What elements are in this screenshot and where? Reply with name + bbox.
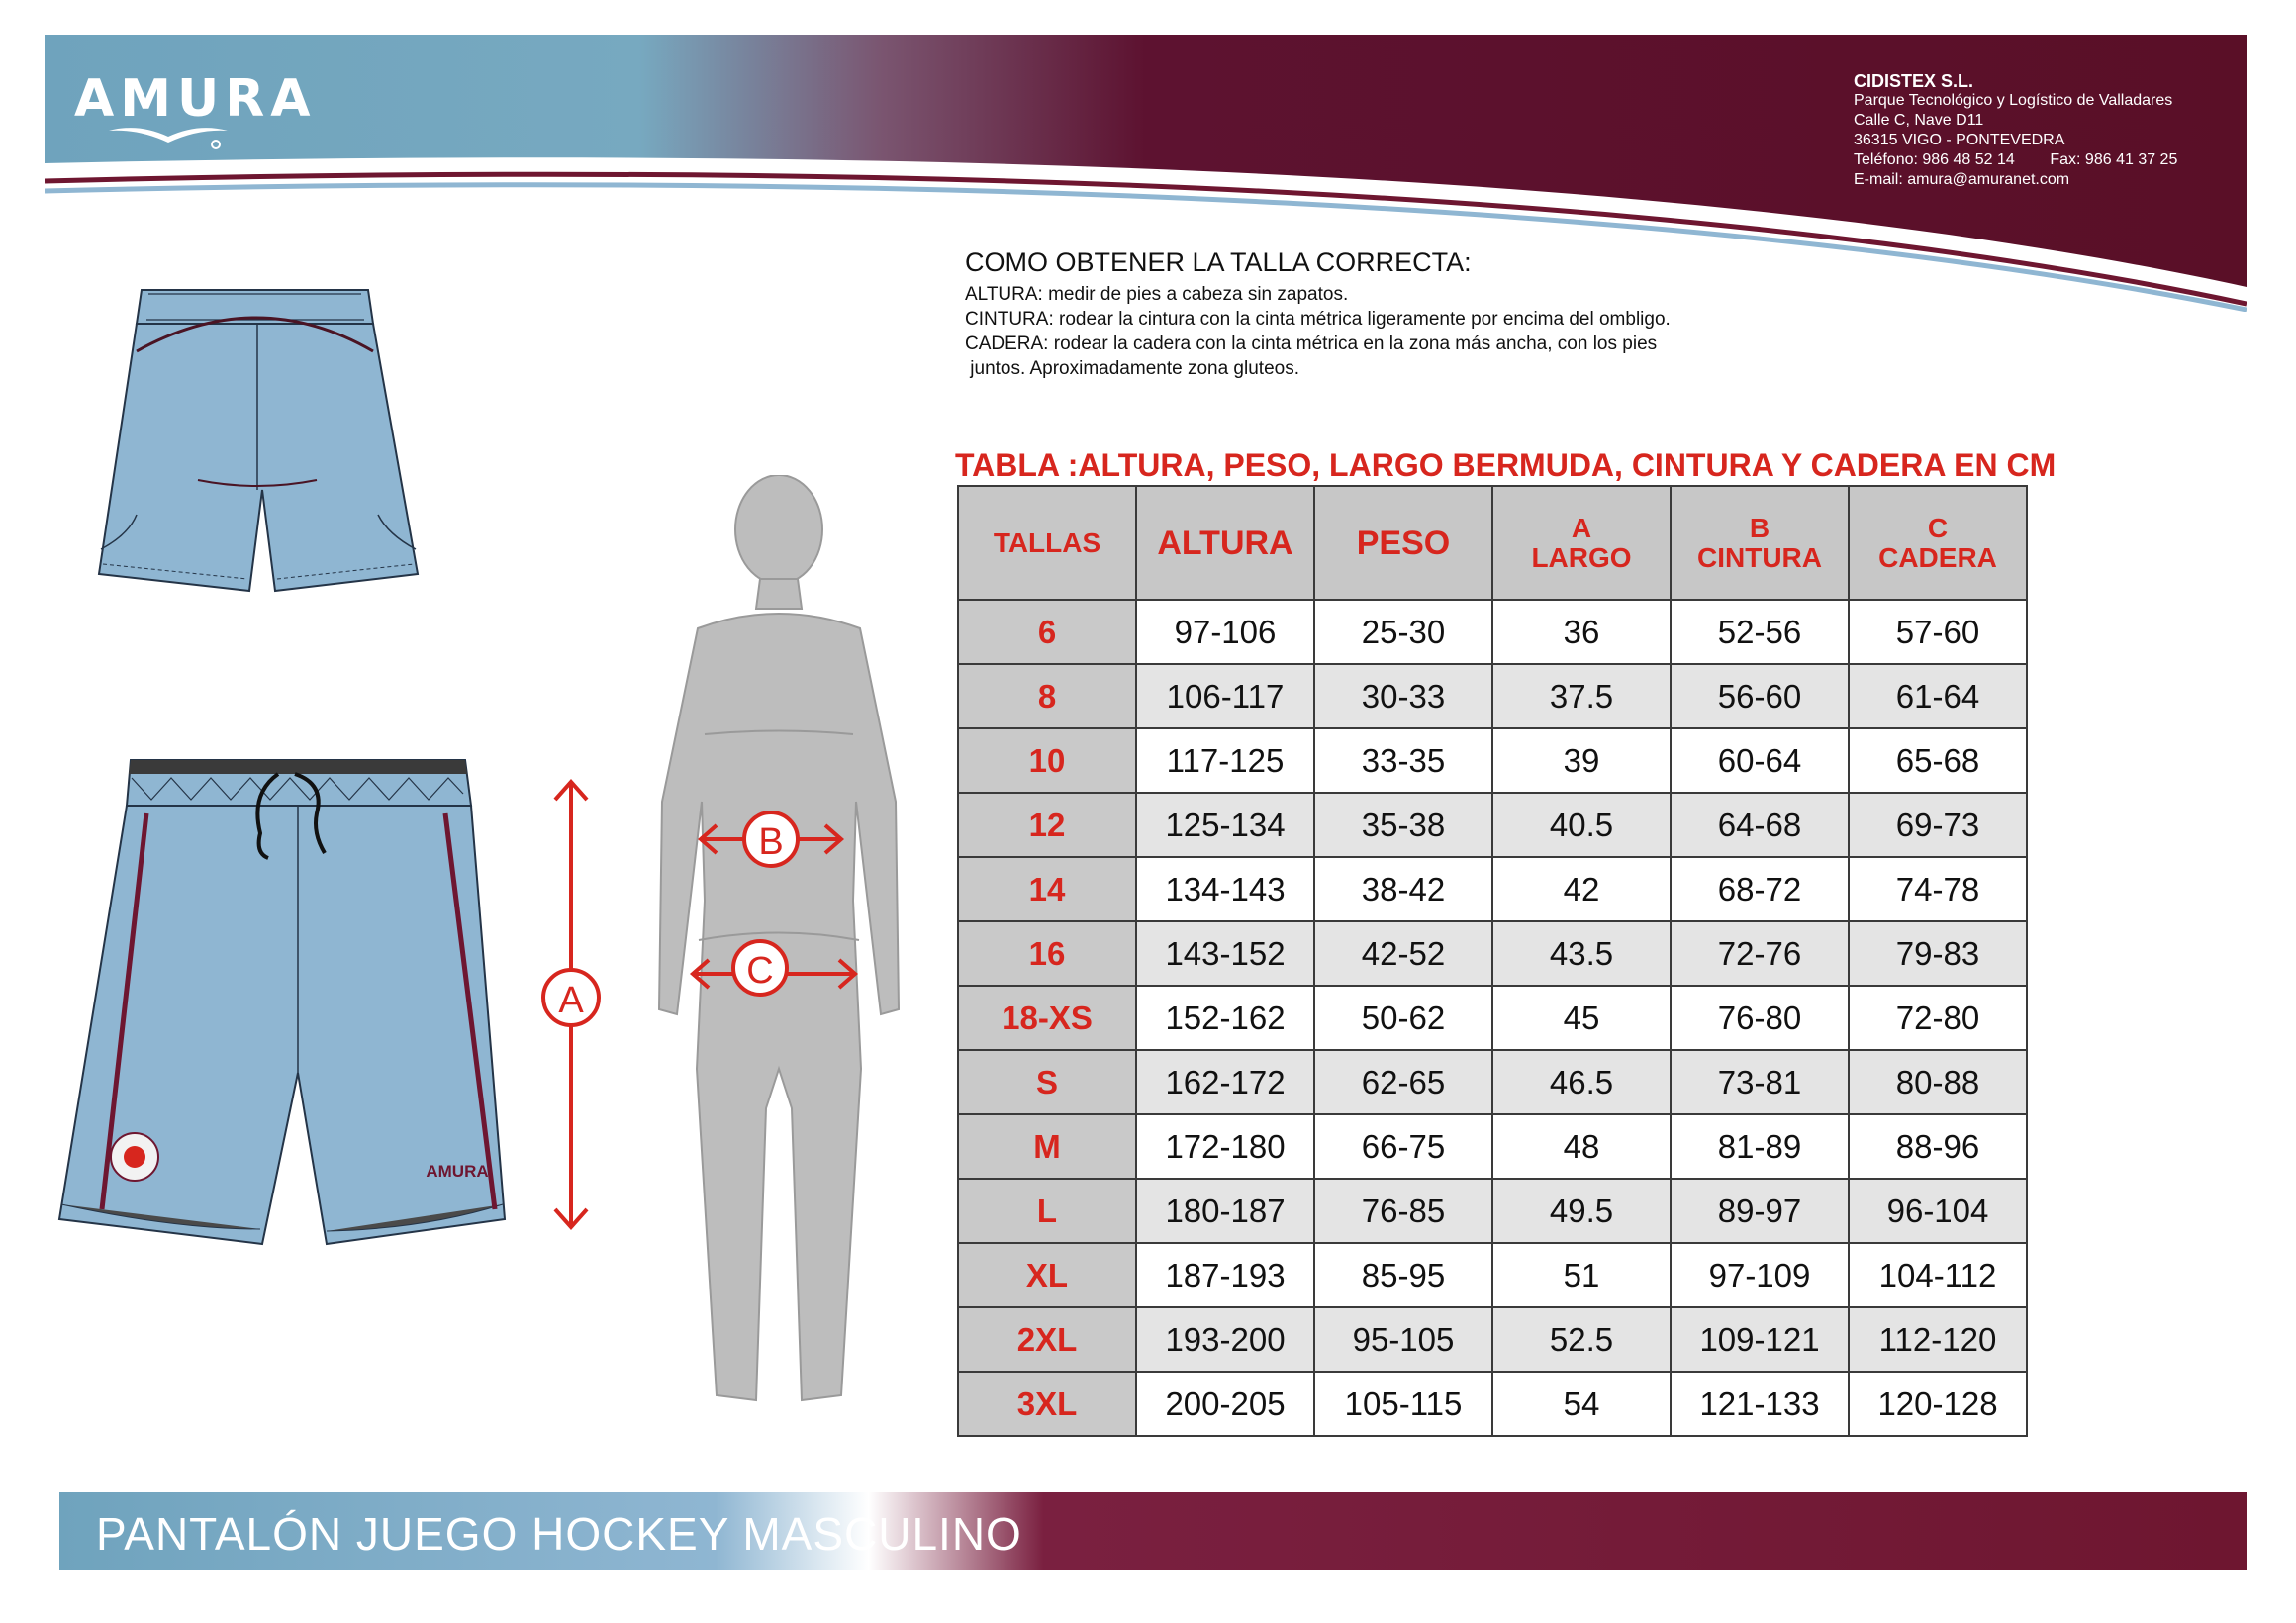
table-cell: 88-96: [1849, 1114, 2027, 1179]
table-header-cell: [1849, 486, 2027, 600]
table-row: [958, 1372, 2027, 1436]
table-cell: 104-112: [1849, 1243, 2027, 1307]
measurement-b: [693, 802, 851, 881]
table-cell: 68-72: [1671, 857, 1849, 921]
size-cell: XL: [958, 1243, 1136, 1307]
table-row: [958, 1307, 2027, 1372]
table-cell: 134-143: [1136, 857, 1314, 921]
table-header-cell: [1492, 486, 1671, 600]
seagull-logo-icon: [109, 121, 228, 150]
size-cell: 10: [958, 728, 1136, 793]
size-cell: L: [958, 1179, 1136, 1243]
company-phone-fax: Teléfono: 986 48 52 14 Fax: 986 41 37 25: [1854, 151, 2178, 168]
table-cell: 200-205: [1136, 1372, 1314, 1436]
table-cell: 43.5: [1492, 921, 1671, 986]
table-cell: 52.5: [1492, 1307, 1671, 1372]
table-cell: 125-134: [1136, 793, 1314, 857]
table-cell: 64-68: [1671, 793, 1849, 857]
table-cell: 61-64: [1849, 664, 2027, 728]
table-row: [958, 664, 2027, 728]
company-name: CIDISTEX S.L.: [1854, 71, 1974, 91]
size-cell: 3XL: [958, 1372, 1136, 1436]
size-cell: S: [958, 1050, 1136, 1114]
table-title: TABLA :ALTURA, PESO, LARGO BERMUDA, CINTURA Y CADERA EN CM: [955, 447, 2057, 483]
table-header-row: [958, 486, 2027, 600]
size-cell: 18-XS: [958, 986, 1136, 1050]
table-cell: 56-60: [1671, 664, 1849, 728]
table-cell: 105-115: [1314, 1372, 1492, 1436]
table-header-label: CINTURA: [1697, 541, 1822, 573]
table-cell: 35-38: [1314, 793, 1492, 857]
company-address-1: Parque Tecnológico y Logístico de Valladares: [1854, 92, 2173, 109]
size-cell: 12: [958, 793, 1136, 857]
table-cell: 143-152: [1136, 921, 1314, 986]
table-cell: 52-56: [1671, 600, 1849, 664]
company-email: E-mail: amura@amuranet.com: [1854, 171, 2070, 188]
measurement-c: [685, 930, 863, 1009]
marker-a: A: [558, 980, 584, 1021]
table-header-cell: [958, 486, 1136, 600]
table-cell: 79-83: [1849, 921, 2027, 986]
table-cell: 42-52: [1314, 921, 1492, 986]
shorts-front-view: [57, 754, 513, 1259]
table-cell: 187-193: [1136, 1243, 1314, 1307]
marker-c: C: [746, 950, 774, 992]
table-cell: 120-128: [1849, 1372, 2027, 1436]
table-row: [958, 857, 2027, 921]
size-cell: 6: [958, 600, 1136, 664]
table-cell: 81-89: [1671, 1114, 1849, 1179]
table-header-label: TALLAS: [993, 526, 1101, 558]
marker-b: B: [758, 821, 784, 863]
table-header-label: C: [1927, 512, 1949, 543]
table-cell: 39: [1492, 728, 1671, 793]
table-cell: 162-172: [1136, 1050, 1314, 1114]
table-header-cell: [1671, 486, 1849, 600]
table-row: [958, 1179, 2027, 1243]
shorts-back-view: [89, 282, 430, 599]
table-cell: 96-104: [1849, 1179, 2027, 1243]
table-row: [958, 600, 2027, 664]
table-row: [958, 1243, 2027, 1307]
table-cell: 74-78: [1849, 857, 2027, 921]
table-cell: 97-106: [1136, 600, 1314, 664]
sizing-instructions: [965, 247, 1671, 381]
table-cell: 38-42: [1314, 857, 1492, 921]
table-cell: 45: [1492, 986, 1671, 1050]
size-cell: M: [958, 1114, 1136, 1179]
table-cell: 51: [1492, 1243, 1671, 1307]
company-address-3: 36315 VIGO - PONTEVEDRA: [1854, 132, 2065, 148]
size-cell: 2XL: [958, 1307, 1136, 1372]
table-cell: 112-120: [1849, 1307, 2027, 1372]
table-cell: 121-133: [1671, 1372, 1849, 1436]
table-cell: 65-68: [1849, 728, 2027, 793]
table-header-label: LARGO: [1531, 541, 1632, 573]
instruction-cadera: CADERA: rodear la cadera con la cinta métrica en la zona más ancha, con los pies: [965, 334, 1658, 354]
table-cell: 36: [1492, 600, 1671, 664]
table-cell: 106-117: [1136, 664, 1314, 728]
company-info: [1854, 71, 2177, 190]
table-cell: 66-75: [1314, 1114, 1492, 1179]
table-row: [958, 728, 2027, 793]
measurement-a: [539, 772, 609, 1237]
table-cell: 85-95: [1314, 1243, 1492, 1307]
table-cell: 25-30: [1314, 600, 1492, 664]
table-cell: 73-81: [1671, 1050, 1849, 1114]
table-cell: 46.5: [1492, 1050, 1671, 1114]
table-cell: 117-125: [1136, 728, 1314, 793]
table-header-label: B: [1749, 512, 1770, 543]
table-cell: 33-35: [1314, 728, 1492, 793]
company-address-2: Calle C, Nave D11: [1854, 112, 1984, 129]
table-cell: 89-97: [1671, 1179, 1849, 1243]
table-row: [958, 793, 2027, 857]
shorts-logo: AMURA: [426, 1162, 489, 1181]
table-cell: 76-80: [1671, 986, 1849, 1050]
table-cell: 72-76: [1671, 921, 1849, 986]
table-header-label: ALTURA: [1157, 524, 1293, 562]
table-cell: 69-73: [1849, 793, 2027, 857]
table-cell: 48: [1492, 1114, 1671, 1179]
table-cell: 172-180: [1136, 1114, 1314, 1179]
table-cell: 50-62: [1314, 986, 1492, 1050]
table-row: [958, 921, 2027, 986]
table-cell: 54: [1492, 1372, 1671, 1436]
table-row: [958, 986, 2027, 1050]
brand-logo: AMURA: [74, 69, 317, 129]
table-cell: 95-105: [1314, 1307, 1492, 1372]
table-header-label: A: [1571, 512, 1592, 543]
table-header-label: PESO: [1356, 524, 1451, 562]
size-cell: 16: [958, 921, 1136, 986]
size-table: [957, 485, 2028, 1437]
table-header-cell: [1136, 486, 1314, 600]
size-cell: 14: [958, 857, 1136, 921]
instruction-altura: ALTURA: medir de pies a cabeza sin zapatos.: [965, 284, 1349, 305]
table-cell: 109-121: [1671, 1307, 1849, 1372]
footer-title: PANTALÓN JUEGO HOCKEY MASCULINO: [96, 1508, 1022, 1560]
table-row: [958, 1114, 2027, 1179]
table-cell: 97-109: [1671, 1243, 1849, 1307]
table-cell: 193-200: [1136, 1307, 1314, 1372]
table-cell: 40.5: [1492, 793, 1671, 857]
table-cell: 60-64: [1671, 728, 1849, 793]
table-cell: 72-80: [1849, 986, 2027, 1050]
table-cell: 62-65: [1314, 1050, 1492, 1114]
table-cell: 57-60: [1849, 600, 2027, 664]
table-header-label: CADERA: [1878, 541, 1997, 573]
table-row: [958, 1050, 2027, 1114]
table-cell: 152-162: [1136, 986, 1314, 1050]
table-cell: 37.5: [1492, 664, 1671, 728]
table-cell: 76-85: [1314, 1179, 1492, 1243]
instruction-cintura: CINTURA: rodear la cintura con la cinta métrica ligeramente por encima del ombligo.: [965, 309, 1671, 330]
table-cell: 180-187: [1136, 1179, 1314, 1243]
table-cell: 30-33: [1314, 664, 1492, 728]
table-cell: 42: [1492, 857, 1671, 921]
instruction-cadera-cont: juntos. Aproximadamente zona gluteos.: [965, 358, 1299, 379]
instructions-title: COMO OBTENER LA TALLA CORRECTA:: [965, 247, 1472, 277]
table-cell: 80-88: [1849, 1050, 2027, 1114]
table-header-cell: [1314, 486, 1492, 600]
size-cell: 8: [958, 664, 1136, 728]
table-cell: 49.5: [1492, 1179, 1671, 1243]
